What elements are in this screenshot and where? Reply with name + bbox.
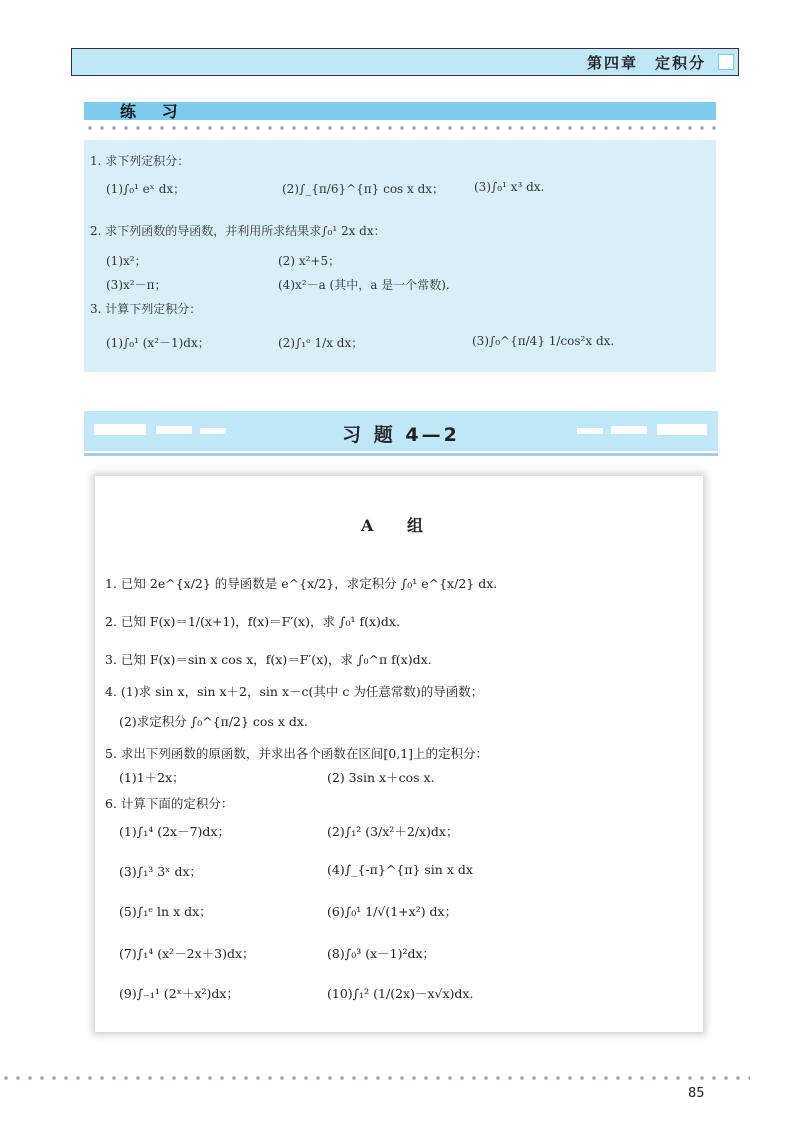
practice-box <box>84 140 716 372</box>
exercise-question-3: 3. 已知 F(x)＝sin x cos x，f(x)＝F′(x)，求 ∫₀^π f(x)dx. <box>105 652 432 667</box>
exercise-title: 习 题 4—2 <box>342 424 460 446</box>
practice-item: (1)∫₀¹ (x²－1)dx； <box>106 336 210 350</box>
decorative-bar <box>657 424 707 435</box>
header-square-decoration <box>718 54 734 70</box>
page-number: 85 <box>688 1086 705 1101</box>
exercise-item: (4)∫_{-π}^{π} sin x dx <box>327 862 473 877</box>
exercise-question-4: 4. (1)求 sin x，sin x＋2，sin x－c(其中 c 为任意常数)的导函数； <box>105 684 484 699</box>
exercise-divider <box>84 453 718 456</box>
practice-question-3: 3. 计算下列定积分： <box>90 302 202 316</box>
practice-question-2: 2. 求下列函数的导函数，并利用所求结果求∫₀¹ 2x dx： <box>90 224 386 238</box>
practice-item: (4)x²－a (其中，a 是一个常数). <box>278 278 450 292</box>
group-title: A 组 <box>361 516 437 535</box>
exercise-item: (10)∫₁² (1/(2x)－x√x)dx. <box>327 986 474 1001</box>
practice-item: (2)∫_{π/6}^{π} cos x dx； <box>282 182 445 196</box>
chapter-title: 第四章 定积分 <box>586 54 706 72</box>
practice-title: 练 习 <box>120 102 188 121</box>
practice-item: (1)x²； <box>106 254 147 268</box>
practice-item: (2)∫₁ᵉ 1/x dx； <box>278 336 364 350</box>
practice-heading-bar <box>84 102 716 120</box>
dotted-divider <box>84 126 718 130</box>
exercise-question-6: 6. 计算下面的定积分： <box>105 796 234 811</box>
decorative-bar <box>577 428 603 434</box>
exercise-item: (5)∫₁ᵉ ln x dx； <box>119 904 212 919</box>
chapter-header <box>71 48 739 76</box>
exercise-item: (2) 3sin x＋cos x. <box>327 770 435 785</box>
exercise-item: (8)∫₀³ (x－1)²dx； <box>327 946 436 961</box>
practice-question-1: 1. 求下列定积分： <box>90 154 190 168</box>
exercise-item: (1)1＋2x； <box>119 770 185 785</box>
practice-item: (3)∫₀^{π/4} 1/cos²x dx. <box>472 334 615 348</box>
exercise-item: (6)∫₀¹ 1/√(1+x²) dx； <box>327 904 458 919</box>
practice-item: (3)x²－π； <box>106 278 167 292</box>
exercise-item: (2)∫₁² (3/x²＋2/x)dx； <box>327 824 459 839</box>
exercise-item: (7)∫₁⁴ (x²－2x＋3)dx； <box>119 946 255 961</box>
exercise-heading-bar <box>84 411 718 451</box>
decorative-bar <box>611 426 647 434</box>
exercise-question-5: 5. 求出下列函数的原函数，并求出各个函数在区间[0,1]上的定积分： <box>105 746 489 761</box>
exercise-question-2: 2. 已知 F(x)＝1/(x+1)，f(x)＝F′(x)，求 ∫₀¹ f(x)dx. <box>105 614 400 629</box>
exercise-item: (1)∫₁⁴ (2x－7)dx； <box>119 824 230 839</box>
practice-item: (1)∫₀¹ eˣ dx； <box>106 182 186 196</box>
footer-dotted-divider <box>0 1076 750 1080</box>
exercise-question-1: 1. 已知 2e^{x/2} 的导函数是 e^{x/2}，求定积分 ∫₀¹ e^{x/2} dx. <box>105 576 498 591</box>
exercise-item: (3)∫₁³ 3ˣ dx； <box>119 864 202 879</box>
exercise-item: (2)求定积分 ∫₀^{π/2} cos x dx. <box>119 714 308 729</box>
practice-item: (3)∫₀¹ x³ dx. <box>474 180 545 194</box>
practice-item: (2) x²+5； <box>278 254 341 268</box>
exercise-item: (9)∫₋₁¹ (2ˣ＋x²)dx； <box>119 986 239 1001</box>
exercise-card <box>95 476 703 1032</box>
